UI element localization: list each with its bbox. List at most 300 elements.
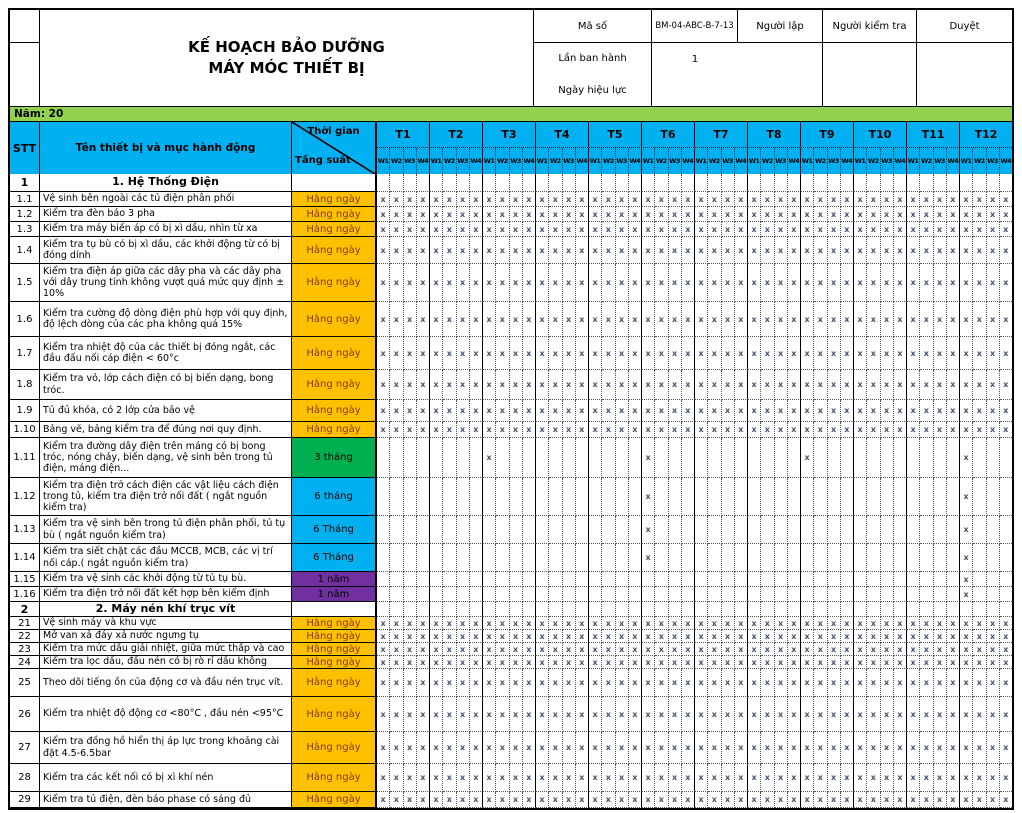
month-header-cell: T2 [430, 122, 483, 147]
week-cell: x [616, 370, 629, 400]
week-cell [814, 587, 827, 602]
week-cell [549, 516, 562, 544]
month-header-cell: T9 [801, 122, 854, 147]
week-cell: x [496, 400, 509, 422]
week-cell [682, 602, 695, 617]
week-cell [775, 572, 788, 587]
week-cell: x [934, 302, 947, 337]
week-cell [470, 478, 483, 516]
week-cell [470, 544, 483, 572]
week-cell: x [510, 630, 523, 643]
week-cell [629, 516, 642, 544]
week-cell: x [655, 302, 668, 337]
week-cell: x [867, 732, 880, 764]
week-cell: x [775, 237, 788, 264]
week-cell: x [907, 732, 920, 764]
week-cell: x [814, 302, 827, 337]
week-cell: x [629, 422, 642, 438]
week-cell: x [735, 422, 748, 438]
week-cell: x [960, 264, 973, 302]
week-cell: x [655, 656, 668, 669]
week-cell: x [430, 764, 443, 792]
week-cell: x [377, 370, 390, 400]
week-cell [457, 174, 470, 192]
week-cell [854, 587, 867, 602]
issue-labels [534, 43, 652, 106]
week-cell: x [404, 192, 417, 207]
week-cell [854, 602, 867, 617]
week-cell: x [960, 544, 973, 572]
week-cell: x [894, 222, 907, 237]
week-cell: x [536, 207, 549, 222]
week-cell [854, 174, 867, 192]
week-cell: x [960, 587, 973, 602]
week-cell: x [801, 792, 814, 808]
week-cell: x [973, 792, 986, 808]
week-header-cell: W1 [801, 148, 814, 174]
week-cell: x [470, 370, 483, 400]
week-cell: x [814, 222, 827, 237]
week-cell: x [629, 192, 642, 207]
week-cell: x [470, 337, 483, 370]
week-cell: x [655, 617, 668, 630]
week-cell: x [735, 630, 748, 643]
week-cell: x [960, 370, 973, 400]
week-cell [443, 602, 456, 617]
week-cell: x [841, 764, 854, 792]
week-cell: x [920, 643, 933, 656]
week-cell: x [549, 764, 562, 792]
week-cell: x [920, 207, 933, 222]
week-cell: x [563, 237, 576, 264]
week-cell: x [841, 422, 854, 438]
week-cell: x [748, 617, 761, 630]
week-cell: x [722, 669, 735, 697]
row-stt: 1.9 [10, 400, 40, 422]
week-cell: x [947, 302, 960, 337]
week-cell: x [443, 207, 456, 222]
row-week-grid [377, 544, 1012, 572]
week-cell: x [788, 617, 801, 630]
week-cell: x [602, 764, 615, 792]
week-cell: x [894, 370, 907, 400]
week-cell: x [1000, 669, 1012, 697]
row-week-grid [377, 792, 1012, 808]
week-cell: x [576, 237, 589, 264]
week-cell: x [854, 643, 867, 656]
week-cell: x [576, 656, 589, 669]
week-cell [390, 438, 403, 478]
week-cell: x [775, 656, 788, 669]
week-cell: x [563, 617, 576, 630]
week-cell: x [589, 656, 602, 669]
week-cell: x [549, 207, 562, 222]
week-cell: x [417, 337, 430, 370]
row-stt: 24 [10, 656, 40, 669]
week-cell [695, 572, 708, 587]
week-cell [934, 174, 947, 192]
row-stt: 2 [10, 602, 40, 617]
row-frequency: Hằng ngày [292, 222, 377, 237]
week-cell: x [907, 222, 920, 237]
week-cell: x [470, 764, 483, 792]
header-left-spacer-top [10, 10, 39, 43]
week-cell: x [642, 237, 655, 264]
week-cell: x [708, 192, 721, 207]
week-cell [708, 602, 721, 617]
week-cell: x [629, 237, 642, 264]
week-cell [377, 174, 390, 192]
week-cell: x [1000, 643, 1012, 656]
week-cell [563, 478, 576, 516]
week-cell: x [841, 732, 854, 764]
week-cell: x [907, 630, 920, 643]
month-header-cell: T3 [483, 122, 536, 147]
week-cell: x [987, 697, 1000, 732]
week-header-cell: W4 [947, 148, 960, 174]
week-cell [814, 602, 827, 617]
week-cell: x [457, 630, 470, 643]
week-cell: x [390, 764, 403, 792]
row-week-grid [377, 337, 1012, 370]
week-cell: x [523, 732, 536, 764]
week-cell [881, 438, 894, 478]
week-cell [390, 516, 403, 544]
week-cell: x [563, 643, 576, 656]
week-cell: x [563, 764, 576, 792]
week-cell: x [682, 370, 695, 400]
document-header [10, 10, 1012, 107]
week-cell: x [973, 643, 986, 656]
week-cell [987, 174, 1000, 192]
week-cell: x [761, 617, 774, 630]
week-cell: x [642, 264, 655, 302]
week-cell [655, 602, 668, 617]
week-cell: x [960, 572, 973, 587]
week-cell: x [417, 617, 430, 630]
week-cell: x [682, 732, 695, 764]
row-frequency: Hằng ngày [292, 192, 377, 207]
week-cell [934, 587, 947, 602]
week-cell: x [735, 370, 748, 400]
row-frequency: Hằng ngày [292, 337, 377, 370]
week-cell: x [960, 764, 973, 792]
week-cell [907, 516, 920, 544]
week-cell [589, 587, 602, 602]
week-cell: x [947, 237, 960, 264]
week-cell [788, 174, 801, 192]
week-cell: x [973, 302, 986, 337]
week-cell: x [563, 370, 576, 400]
week-cell [536, 572, 549, 587]
week-cell [722, 174, 735, 192]
week-cell [907, 438, 920, 478]
week-cell: x [404, 764, 417, 792]
week-cell: x [496, 764, 509, 792]
week-cell: x [814, 337, 827, 370]
table-body [10, 174, 1012, 808]
row-week-grid [377, 617, 1012, 630]
week-cell: x [377, 656, 390, 669]
row-task-name: Kiểm tra vỏ, lớp cách điện có bị biến dạng, bong tróc. [40, 370, 292, 400]
week-cell [483, 544, 496, 572]
week-cell [377, 572, 390, 587]
week-cell [576, 438, 589, 478]
row-frequency: 6 Tháng [292, 516, 377, 544]
week-cell [404, 478, 417, 516]
week-cell [722, 478, 735, 516]
week-cell [496, 438, 509, 478]
table-row [10, 602, 1012, 617]
week-cell: x [907, 207, 920, 222]
week-cell: x [867, 192, 880, 207]
week-cell [761, 438, 774, 478]
week-cell: x [483, 222, 496, 237]
row-week-grid [377, 602, 1012, 617]
week-cell: x [629, 207, 642, 222]
week-cell: x [390, 669, 403, 697]
row-task-name: Kiểm tra điện áp giữa các dây pha và các dây pha với dây trung tính không vượt quá mức quy định ± 10% [40, 264, 292, 302]
week-cell [390, 478, 403, 516]
week-cell: x [920, 264, 933, 302]
week-cell: x [814, 643, 827, 656]
week-cell: x [669, 222, 682, 237]
week-cell: x [828, 207, 841, 222]
week-cell [987, 572, 1000, 587]
week-cell: x [523, 370, 536, 400]
week-cell [735, 602, 748, 617]
week-cell: x [616, 697, 629, 732]
week-cell: x [563, 264, 576, 302]
week-cell [523, 516, 536, 544]
week-cell: x [377, 222, 390, 237]
week-cell: x [470, 656, 483, 669]
week-cell: x [934, 643, 947, 656]
week-header-cell: W3 [722, 148, 735, 174]
week-cell [523, 602, 536, 617]
week-cell: x [788, 237, 801, 264]
calendar-header [377, 122, 1012, 174]
week-cell [735, 174, 748, 192]
week-cell: x [894, 697, 907, 732]
week-cell [1000, 587, 1012, 602]
week-cell: x [1000, 264, 1012, 302]
week-cell: x [642, 438, 655, 478]
week-cell [788, 602, 801, 617]
week-cell: x [854, 222, 867, 237]
week-cell: x [761, 697, 774, 732]
row-task-name: 1. Hệ Thống Điện [40, 174, 292, 192]
week-cell [629, 587, 642, 602]
week-cell: x [987, 422, 1000, 438]
week-cell: x [735, 792, 748, 808]
week-cell: x [881, 207, 894, 222]
week-header-cell: W2 [708, 148, 721, 174]
week-cell [801, 587, 814, 602]
maintenance-plan-sheet [8, 8, 1014, 810]
week-cell [549, 602, 562, 617]
week-cell: x [576, 400, 589, 422]
week-cell [589, 602, 602, 617]
week-cell: x [841, 302, 854, 337]
week-cell: x [987, 732, 1000, 764]
issue-values [652, 43, 823, 106]
week-cell: x [629, 400, 642, 422]
week-cell: x [563, 697, 576, 732]
row-task-name: Kiểm tra tụ bù có bị xì dầu, các khởi động từ có bị đóng dính [40, 237, 292, 264]
week-cell: x [695, 337, 708, 370]
week-cell: x [735, 207, 748, 222]
week-header-cell: W3 [669, 148, 682, 174]
table-row [10, 192, 1012, 207]
frequency-column-header [292, 122, 377, 174]
week-cell: x [775, 669, 788, 697]
week-cell: x [576, 669, 589, 697]
week-cell: x [563, 732, 576, 764]
week-cell: x [761, 669, 774, 697]
week-cell: x [443, 656, 456, 669]
week-cell: x [960, 207, 973, 222]
week-cell: x [377, 337, 390, 370]
week-cell: x [523, 792, 536, 808]
week-cell: x [655, 237, 668, 264]
week-cell: x [775, 207, 788, 222]
week-cell: x [841, 370, 854, 400]
week-cell [735, 438, 748, 478]
week-cell: x [801, 370, 814, 400]
week-cell: x [377, 630, 390, 643]
week-cell: x [960, 438, 973, 478]
week-cell [828, 544, 841, 572]
week-cell: x [642, 478, 655, 516]
week-cell [907, 572, 920, 587]
week-cell: x [854, 207, 867, 222]
week-cell: x [907, 370, 920, 400]
week-cell: x [881, 643, 894, 656]
week-cell: x [536, 792, 549, 808]
week-cell: x [828, 222, 841, 237]
week-cell: x [788, 222, 801, 237]
week-cell [470, 516, 483, 544]
week-cell: x [788, 400, 801, 422]
week-cell: x [788, 732, 801, 764]
week-cell: x [761, 192, 774, 207]
week-cell: x [881, 732, 894, 764]
week-cell [377, 478, 390, 516]
row-task-name: Kiểm tra nhiệt độ của các thiết bị đóng ngắt, các đầu đấu nối cáp điện < 60°c [40, 337, 292, 370]
table-row [10, 544, 1012, 572]
table-header [10, 122, 1012, 174]
approver-label: Duyệt [949, 20, 980, 32]
week-cell [616, 438, 629, 478]
week-cell: x [669, 237, 682, 264]
week-cell: x [629, 643, 642, 656]
row-stt: 1.4 [10, 237, 40, 264]
week-cell: x [708, 697, 721, 732]
week-cell: x [682, 643, 695, 656]
row-task-name: Kiểm tra siết chặt các đầu MCCB, MCB, các vị trí nối cáp.( ngắt nguồn kiểm tra) [40, 544, 292, 572]
week-cell: x [960, 422, 973, 438]
week-header-cell: W2 [973, 148, 986, 174]
week-cell [629, 478, 642, 516]
week-cell: x [642, 302, 655, 337]
week-cell: x [695, 732, 708, 764]
week-cell: x [616, 669, 629, 697]
week-cell: x [973, 656, 986, 669]
week-cell [722, 572, 735, 587]
week-cell: x [854, 732, 867, 764]
week-cell [987, 587, 1000, 602]
week-header-cell: W2 [549, 148, 562, 174]
week-cell [973, 438, 986, 478]
week-cell: x [443, 669, 456, 697]
week-cell: x [655, 697, 668, 732]
week-cell [947, 572, 960, 587]
week-cell: x [510, 370, 523, 400]
week-cell [669, 602, 682, 617]
week-cell [510, 587, 523, 602]
week-cell: x [457, 237, 470, 264]
week-cell: x [457, 617, 470, 630]
week-cell: x [814, 192, 827, 207]
week-cell: x [828, 264, 841, 302]
week-cell [430, 544, 443, 572]
week-cell: x [404, 337, 417, 370]
week-cell: x [616, 337, 629, 370]
week-cell: x [404, 732, 417, 764]
week-cell: x [788, 669, 801, 697]
effective-date-label: Ngày hiệu lực [558, 84, 627, 96]
week-cell: x [390, 237, 403, 264]
week-cell: x [457, 337, 470, 370]
week-cell [390, 587, 403, 602]
week-cell: x [801, 192, 814, 207]
week-cell: x [523, 302, 536, 337]
week-cell: x [867, 764, 880, 792]
week-cell: x [443, 617, 456, 630]
week-header-cell: W3 [404, 148, 417, 174]
week-cell: x [722, 237, 735, 264]
week-cell: x [377, 732, 390, 764]
row-task-name: Kiểm tra đèn báo 3 pha [40, 207, 292, 222]
week-cell: x [788, 192, 801, 207]
week-cell: x [1000, 237, 1012, 264]
week-cell [457, 602, 470, 617]
week-cell: x [960, 630, 973, 643]
week-cell: x [934, 764, 947, 792]
week-cell [748, 602, 761, 617]
week-cell: x [602, 669, 615, 697]
week-cell: x [457, 792, 470, 808]
week-cell: x [629, 302, 642, 337]
week-cell: x [695, 792, 708, 808]
week-cell: x [722, 656, 735, 669]
week-cell: x [390, 222, 403, 237]
week-cell [589, 544, 602, 572]
week-cell [788, 572, 801, 587]
week-cell [920, 174, 933, 192]
week-cell: x [602, 302, 615, 337]
row-frequency [292, 602, 377, 617]
week-header-cell: W2 [443, 148, 456, 174]
week-cell: x [894, 643, 907, 656]
week-header-cell: W2 [920, 148, 933, 174]
week-cell: x [576, 630, 589, 643]
week-cell [801, 174, 814, 192]
week-cell: x [695, 617, 708, 630]
week-cell: x [443, 264, 456, 302]
week-cell: x [669, 656, 682, 669]
